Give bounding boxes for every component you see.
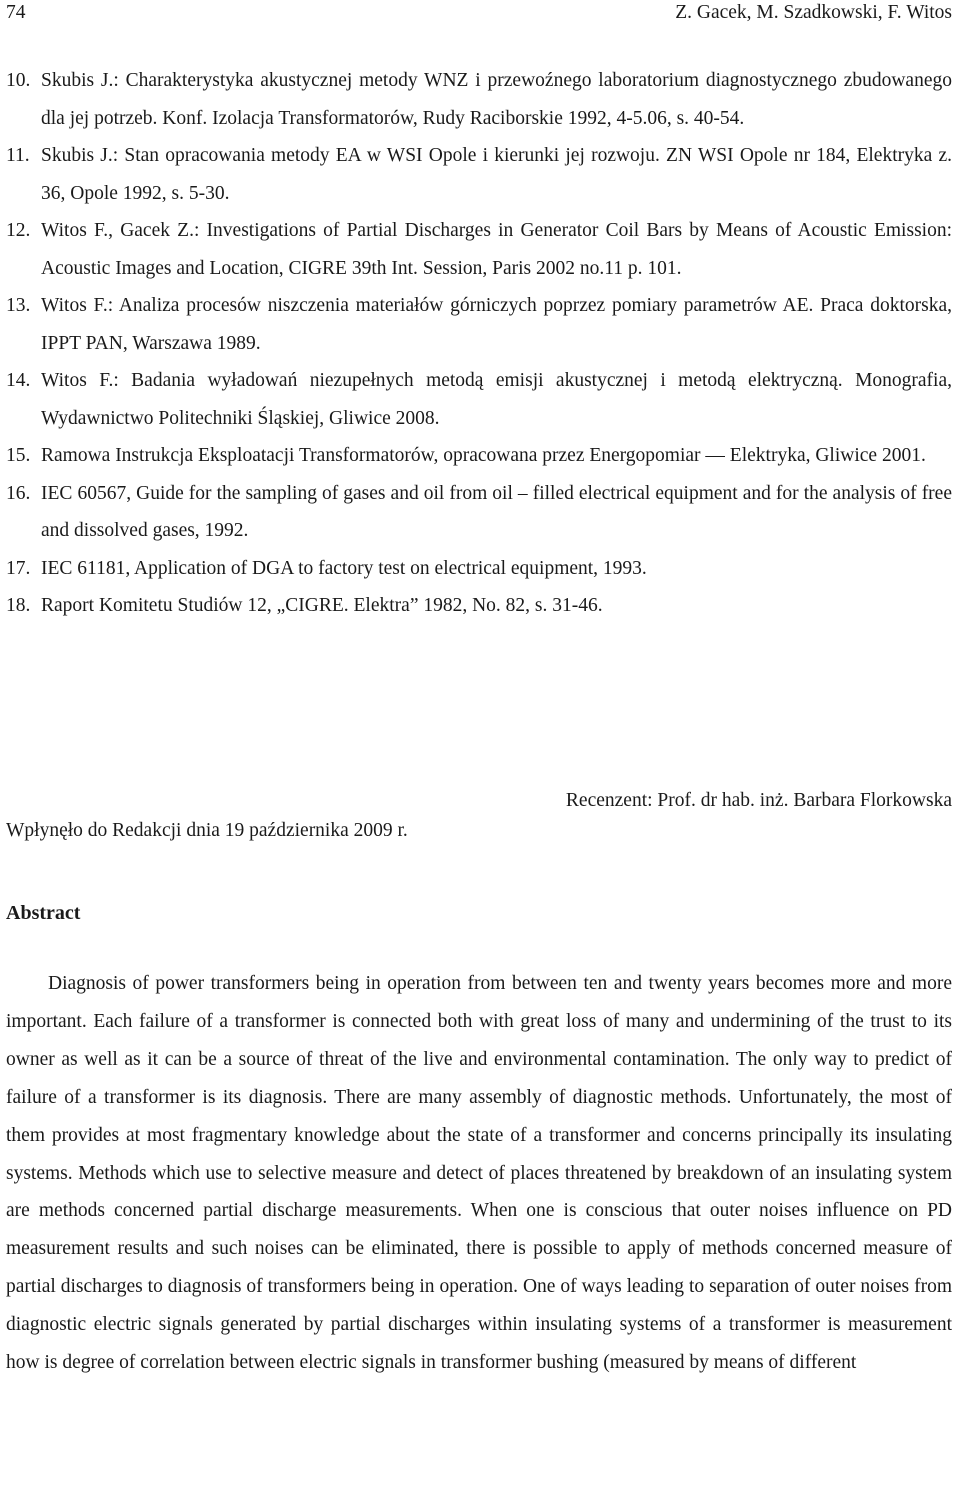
reference-item <box>6 287 952 362</box>
reference-text: Skubis J.: Stan opracowania metody EA w WSI Opole i kierunki jej rozwoju. ZN WSI Opole nr 184, Elektryka z. 36, Opole 1992, s. 5-30. <box>41 145 952 204</box>
reference-item <box>6 362 952 437</box>
reference-text: Ramowa Instrukcja Eksploatacji Transformatorów, opracowana przez Energopomiar — Elektryka, Gliwice 2001. <box>41 445 926 466</box>
reference-number: 18. <box>6 595 31 616</box>
reference-number: 13. <box>6 295 31 316</box>
reference-number: 12. <box>6 220 31 241</box>
review-info <box>6 786 952 846</box>
reference-text: Witos F.: Badania wyładowań niezupełnych metodą emisji akustycznej i metodą elektryczną. Monografia, Wydawnictwo Politechniki Śląskiej, Gliwice 2008. <box>41 370 952 429</box>
reference-item <box>6 587 952 625</box>
reference-number: 14. <box>6 370 31 391</box>
reference-item <box>6 475 952 550</box>
reference-text: IEC 61181, Application of DGA to factory test on electrical equipment, 1993. <box>41 557 647 579</box>
reference-list <box>6 62 952 625</box>
reference-item <box>6 550 952 588</box>
reference-text: Witos F.: Analiza procesów niszczenia materiałów górniczych poprzez pomiary parametrów AE. Praca doktorska, IPPT PAN, Warszawa 1989. <box>41 295 952 354</box>
reference-number: 11. <box>6 145 30 166</box>
reference-text: IEC 60567, Guide for the sampling of gases and oil from oil – filled electrical equipment and for the analysis of free and dissolved gases, 1992. <box>41 482 952 541</box>
abstract-text: Diagnosis of power transformers being in operation from between ten and twenty years becomes more and more important. Each failure of a transformer is connected both with great loss of many and undermining of the trust to its owner as well as it can be a source of threat of the live and environmental contamination. The only way to predict of failure of a transformer is its diagnosis. There are many assembly of diagnostic methods. Unfortunately, the most of them provides at most fragmentary knowledge about the state of a transformer and concerns principally its insulating systems. Methods which use to selective measure and detect of places threatened by breakdown of an insulating system are methods concerned partial discharge measurements. When one is conscious that outer noises influence on PD measurement results and such noises can be eliminated, there is possible to apply of methods concerned measure of partial discharges to diagnosis of transformers being in operation. One of ways leading to separation of outer noises from diagnostic electric signals generated by partial discharges within insulating systems of a transformer is measurement how is degree of correlation between electric signals in transformer bushing (measured by means of different <box>6 973 952 1374</box>
reviewer-line: Recenzent: Prof. dr hab. inż. Barbara Florkowska <box>565 790 952 811</box>
reference-text: Raport Komitetu Studiów 12, „CIGRE. Elektra” 1982, No. 82, s. 31-46. <box>41 595 603 616</box>
page-number: 74 <box>6 2 26 23</box>
reference-number: 15. <box>6 445 31 466</box>
reference-number: 17. <box>6 557 31 579</box>
page-header <box>6 2 952 28</box>
received-date-line: Wpłynęło do Redakcji dnia 19 października 2009 r. <box>6 820 408 841</box>
reference-item <box>6 62 952 137</box>
reference-item <box>6 437 952 475</box>
abstract-heading: Abstract <box>6 902 81 924</box>
reference-text: Witos F., Gacek Z.: Investigations of Partial Discharges in Generator Coil Bars by Means of Acoustic Emission: Acoustic Images and Location, CIGRE 39th Int. Session, Paris 2002 no.11 p. 101. <box>41 220 952 279</box>
reference-text: Skubis J.: Charakterystyka akustycznej metody WNZ i przewoźnego laboratorium diagnostycznego zbudowanego dla jej potrzeb. Konf. Izolacja Transformatorów, Rudy Raciborskie 1992, 4-5.06, s. 40-54. <box>41 70 952 129</box>
reference-number: 16. <box>6 482 31 504</box>
reference-item <box>6 212 952 287</box>
reference-number: 10. <box>6 70 31 91</box>
running-head-authors: Z. Gacek, M. Szadkowski, F. Witos <box>675 2 952 23</box>
reference-item <box>6 137 952 212</box>
